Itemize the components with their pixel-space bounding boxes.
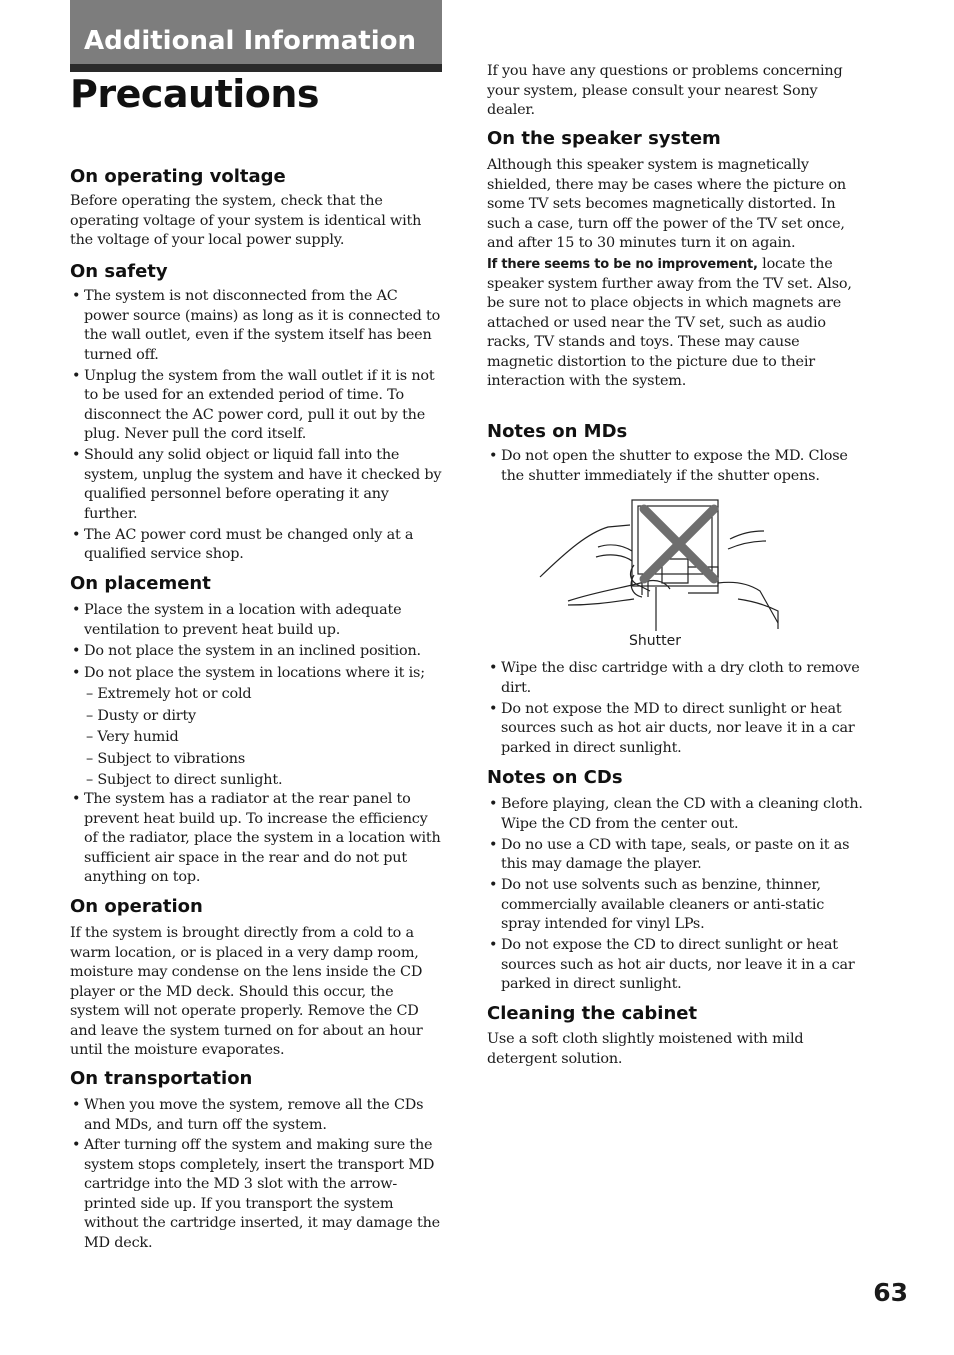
- text-line: spray intended for vinyl LPs.: [501, 916, 705, 932]
- bullet-item: [487, 795, 863, 834]
- text-line: system will not operate properly. Remove the CD: [70, 1003, 419, 1019]
- dash-item: [86, 685, 251, 705]
- bullet-item: [70, 642, 421, 662]
- section-banner: [70, 0, 442, 64]
- text-line: – Subject to vibrations: [86, 750, 246, 767]
- text-line: magnetic distortion to the picture due to their: [487, 353, 815, 370]
- text-line: of the radiator, place the system in a location with: [84, 830, 441, 846]
- text-line: If the system is brought directly from a cold to a: [70, 925, 414, 941]
- text-line: • When you move the system, remove all the CDs: [84, 1097, 424, 1113]
- text-line: • Do not place the system in an inclined position.: [84, 643, 421, 659]
- text-line: • The system has a radiator at the rear panel to: [84, 791, 411, 807]
- text-line: sufficient air space in the rear and do not put: [84, 849, 407, 866]
- text-line: to be used for an extended period of time. To: [84, 387, 404, 403]
- text-line: • Should any solid object or liquid fall into the: [84, 447, 400, 463]
- text-line: • Do not open the shutter to expose the MD. Close: [501, 448, 848, 464]
- text-line: If you have any questions or problems concerning: [487, 63, 843, 79]
- text-line: • Before playing, clean the CD with a cleaning cloth.: [501, 796, 863, 812]
- bullet-item: [487, 876, 824, 935]
- text-line: • Wipe the disc cartridge with a dry cloth to remove: [501, 660, 860, 676]
- bullet-item: [70, 664, 425, 684]
- text-line: qualified service shop.: [84, 546, 244, 562]
- text-line: and leave the system turned on for about an hour: [70, 1022, 423, 1039]
- text-line: plug. Never pull the cord itself.: [84, 426, 307, 442]
- heading-transportation: On transportation: [70, 1068, 253, 1089]
- heading-cleaning-cabinet: Cleaning the cabinet: [487, 1003, 698, 1024]
- bullet-item: [487, 936, 855, 995]
- dash-item: [86, 771, 282, 791]
- text-line: player or the MD deck. Should this occur, the: [70, 983, 394, 1000]
- text-line: Before operating the system, check that the: [70, 193, 383, 209]
- bullet-item: [70, 367, 434, 445]
- paragraph-speaker-cont: [487, 275, 852, 392]
- text-line: Use a soft cloth slightly moistened with mild: [487, 1031, 804, 1047]
- bullet-item: [70, 287, 440, 365]
- text-line: • The AC power cord must be changed only at a: [84, 526, 414, 543]
- paragraph-intro: [487, 62, 843, 121]
- text-line: qualified personnel before operating it any: [84, 486, 389, 502]
- text-line: shielded, there may be cases where the picture on: [487, 176, 846, 193]
- bullet-item: [487, 836, 849, 875]
- text-line: this may damage the player.: [501, 856, 702, 872]
- heading-notes-cds: Notes on CDs: [487, 767, 623, 788]
- text-line: Although this speaker system is magnetically: [487, 157, 809, 173]
- text-line: disconnect the AC power cord, pull it out by the: [84, 406, 426, 423]
- text-line: power source (mains) as long as it is connected to: [84, 307, 441, 324]
- text-line: the voltage of your local power supply.: [70, 232, 345, 248]
- text-line: dealer.: [487, 102, 535, 118]
- text-line: such a case, turn off the power of the TV set once,: [487, 215, 845, 232]
- text-line: • Do not use solvents such as benzine, thinner,: [501, 877, 821, 893]
- text-line: system stops completely, insert the transport MD: [84, 1156, 435, 1173]
- text-line: further.: [84, 505, 138, 522]
- text-line: your system, please consult your nearest Sony: [487, 82, 818, 99]
- bullet-item: [70, 790, 441, 888]
- heading-safety: On safety: [70, 261, 168, 282]
- text-line: turned off.: [84, 346, 159, 363]
- heading-operation: On operation: [70, 896, 203, 917]
- text-line: and MDs, and turn off the system.: [84, 1116, 327, 1133]
- text-line: • Place the system in a location with adequate: [84, 602, 402, 618]
- text-line: – Extremely hot or cold: [86, 686, 252, 702]
- text-line: be sure not to place objects in which magnets are: [487, 295, 842, 311]
- text-line: ventilation to prevent heat build up.: [84, 621, 341, 638]
- text-line: MD deck.: [84, 1234, 153, 1251]
- text-line: – Very humid: [86, 729, 179, 745]
- md-shutter-illustration: [538, 495, 798, 635]
- dash-item: [86, 728, 179, 748]
- dash-item: [86, 707, 196, 727]
- heading-operating-voltage: On operating voltage: [70, 166, 286, 187]
- text-line: • Do not place the system in locations where it is;: [84, 664, 425, 681]
- heading-notes-mds: Notes on MDs: [487, 421, 628, 442]
- bullet-item: [487, 659, 860, 698]
- banner-rule: [70, 64, 442, 72]
- text-line: anything on top.: [84, 869, 201, 885]
- section-label: Additional Information: [84, 26, 417, 56]
- text-line: operating voltage of your system is identical with: [70, 212, 422, 229]
- text-line: printed side up. If you transport the system: [84, 1195, 394, 1212]
- text-line: speaker system further away from the TV set. Also,: [487, 275, 852, 292]
- text-line: the shutter immediately if the shutter opens.: [501, 467, 820, 484]
- text-line: – Dusty or dirty: [86, 707, 196, 724]
- text-line: sources such as hot air ducts, nor leave it in a car: [501, 956, 855, 973]
- text-line: some TV sets becomes magnetically distorted. In: [487, 196, 836, 212]
- bullet-item: [70, 1136, 440, 1253]
- lead-rest: locate the: [757, 256, 833, 272]
- text-line: sources such as hot air ducts, nor leave it in a car: [501, 720, 855, 736]
- text-line: • Do not expose the MD to direct sunlight or heat: [501, 700, 842, 717]
- bold-lead: If there seems to be no improvement,: [487, 257, 758, 272]
- paragraph-operating-voltage: [70, 192, 421, 251]
- text-line: racks, TV stands and toys. These may cause: [487, 334, 800, 350]
- heading-placement: On placement: [70, 573, 211, 594]
- text-line: • Do not expose the CD to direct sunlight or heat: [501, 937, 838, 953]
- text-line: cartridge into the MD 3 slot with the arrow-: [84, 1176, 397, 1192]
- bullet-item: [70, 601, 401, 640]
- text-line: interaction with the system.: [487, 373, 687, 389]
- page-title: Precautions: [70, 72, 320, 116]
- text-line: dirt.: [501, 679, 532, 696]
- text-line: without the cartridge inserted, it may damage the: [84, 1215, 440, 1231]
- dash-item: [86, 750, 245, 770]
- text-line: the wall outlet, even if the system itself has been: [84, 327, 432, 343]
- text-line: detergent solution.: [487, 1050, 623, 1067]
- text-line: – Subject to direct sunlight.: [86, 772, 283, 788]
- text-line: parked in direct sunlight.: [501, 739, 682, 756]
- text-line: parked in direct sunlight.: [501, 976, 682, 992]
- paragraph-operation: [70, 924, 423, 1061]
- text-line: • Do no use a CD with tape, seals, or paste on it as: [501, 836, 850, 853]
- heading-speaker-system: On the speaker system: [487, 128, 721, 149]
- bullet-item: [487, 700, 855, 759]
- paragraph-cabinet: [487, 1030, 803, 1069]
- bullet-item: [70, 446, 441, 524]
- text-line: prevent heat build up. To increase the efficiency: [84, 810, 428, 827]
- text-line: system, unplug the system and have it checked by: [84, 466, 442, 483]
- text-line: until the moisture evaporates.: [70, 1042, 285, 1058]
- bullet-item: [70, 1096, 423, 1135]
- page-number: 63: [873, 1278, 908, 1307]
- text-line: moisture may condense on the lens inside the CD: [70, 964, 423, 980]
- text-line: and after 15 to 30 minutes turn it on again.: [487, 235, 796, 251]
- paragraph-speaker: [487, 156, 846, 254]
- bullet-item: [487, 447, 848, 486]
- text-line: • The system is not disconnected from the AC: [84, 288, 398, 304]
- bullet-item: [70, 526, 413, 565]
- shutter-caption: Shutter: [629, 633, 681, 649]
- text-line: Wipe the CD from the center out.: [501, 815, 739, 832]
- text-line: • Unplug the system from the wall outlet if it is not: [84, 367, 435, 384]
- text-line: commercially available cleaners or anti-static: [501, 896, 825, 913]
- text-line: • After turning off the system and making sure the: [84, 1137, 433, 1153]
- text-line: attached or used near the TV set, such as audio: [487, 314, 826, 331]
- text-line: warm location, or is placed in a very damp room,: [70, 944, 419, 961]
- paragraph-speaker-lead: [487, 255, 833, 275]
